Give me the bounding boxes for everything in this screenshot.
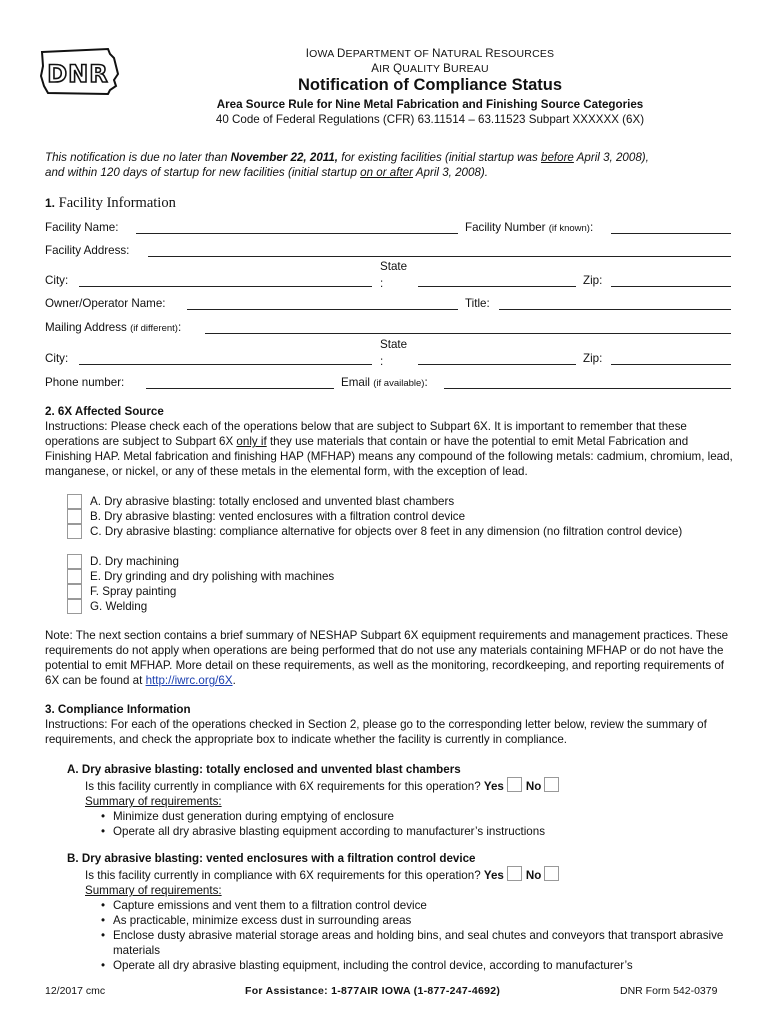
cfr-reference: 40 Code of Federal Regulations (CFR) 63.11514 – 63.11523 Subpart XXXXXX (6X) bbox=[215, 113, 645, 126]
item-b-bullet: • Enclose dusty abrasive material storage areas and holding bins, and seal chutes and conveyors that transport abrasive materials bbox=[85, 928, 727, 958]
phone-field[interactable] bbox=[146, 388, 334, 389]
page-subtitle: Area Source Rule for Nine Metal Fabrication and Finishing Source Categories bbox=[216, 98, 644, 111]
option-a: A. Dry abrasive blasting: totally enclosed and unvented blast chambers bbox=[67, 494, 727, 509]
option-c: C. Dry abrasive blasting: compliance alternative for objects over 8 feet in any dimension (no filtration control device) bbox=[67, 524, 727, 539]
item-b-bullet: • As practicable, minimize excess dust in surrounding areas bbox=[85, 913, 727, 928]
footer-date: 12/2017 cmc bbox=[45, 985, 106, 997]
mailing-zip-label: Zip: bbox=[583, 352, 603, 365]
compliance-item-a bbox=[67, 762, 727, 839]
option-e: E. Dry grinding and dry polishing with machines bbox=[67, 569, 727, 584]
footer-assistance: For Assistance: 1-877AIR IOWA (1-877-247-4692) bbox=[245, 985, 501, 997]
item-b-bullet: • Capture emissions and vent them to a filtration control device bbox=[85, 898, 727, 913]
state-field[interactable] bbox=[418, 286, 576, 287]
facility-name-label: Facility Name: bbox=[45, 221, 119, 234]
iwrc-link[interactable]: http://iwrc.org/6X bbox=[145, 674, 233, 687]
item-b-title: B. Dry abrasive blasting: vented enclosures with a filtration control device bbox=[67, 852, 476, 865]
mailing-address-label: Mailing Address (if different): bbox=[45, 321, 182, 334]
facility-address-field[interactable] bbox=[148, 256, 731, 257]
city-field[interactable] bbox=[79, 286, 372, 287]
footer-form-number: DNR Form 542-0379 bbox=[620, 985, 718, 997]
item-a-title: A. Dry abrasive blasting: totally enclosed and unvented blast chambers bbox=[67, 763, 461, 776]
section3-heading: 3. Compliance Information bbox=[45, 703, 191, 716]
item-b-summary-label: Summary of requirements: bbox=[85, 884, 222, 897]
item-a-bullet: • Minimize dust generation during emptying of enclosure bbox=[85, 809, 727, 824]
item-a-no-checkbox[interactable] bbox=[544, 777, 559, 792]
email-field[interactable] bbox=[444, 388, 731, 389]
option-f-checkbox[interactable] bbox=[67, 584, 82, 599]
item-a-bullet: • Operate all dry abrasive blasting equipment according to manufacturer’s instructions bbox=[85, 824, 727, 839]
bureau-name: AIR QUALITY BUREAU bbox=[371, 63, 489, 75]
item-a-question: Is this facility currently in compliance with 6X requirements for this operation? Yes No bbox=[85, 777, 727, 794]
dnr-logo bbox=[38, 46, 122, 96]
section2-instructions: Instructions: Please check each of the operations below that are subject to Subpart 6X. It is important to remember that these operations are subject to Subpart 6X only if they use materials that contain or have the potential to emit Metal Fabrication and Finishing HAP. Metal fabrication and finishing HAP (MFHAP) means any compound of the following metals: cadmium, chromium, lead, manganese, or nickel, or any of these metals in the elemental form, with the exception of lead. bbox=[45, 420, 733, 478]
facility-number-field[interactable] bbox=[611, 233, 731, 234]
item-a-summary-label: Summary of requirements: bbox=[85, 795, 222, 808]
zip-field[interactable] bbox=[611, 286, 731, 287]
mailing-city-field[interactable] bbox=[79, 364, 372, 365]
city-label: City: bbox=[45, 274, 69, 287]
mailing-state-label: State : bbox=[380, 338, 408, 368]
option-e-checkbox[interactable] bbox=[67, 569, 82, 584]
item-b-bullet: • Operate all dry abrasive blasting equipment, including the control device, according to manufacturer’s bbox=[85, 958, 727, 973]
state-label: State : bbox=[380, 260, 408, 290]
section2-note: Note: The next section contains a brief summary of NESHAP Subpart 6X equipment requirements and management practices. These requirements do not apply when operations are being performed that do not use any materials containing MFHAP or do not have the potential to emit MFHAP. More detail on these requirements, as well as the monitoring, recordkeeping, and reporting requirements of 6X can be found at http://iwrc.org/6X. bbox=[45, 629, 729, 687]
option-g: G. Welding bbox=[67, 599, 727, 614]
option-g-checkbox[interactable] bbox=[67, 599, 82, 614]
option-b: B. Dry abrasive blasting: vented enclosures with a filtration control device bbox=[67, 509, 727, 524]
mailing-address-field[interactable] bbox=[205, 333, 731, 334]
option-c-checkbox[interactable] bbox=[67, 524, 82, 539]
section2-heading: 2. 6X Affected Source bbox=[45, 405, 164, 418]
owner-operator-field[interactable] bbox=[187, 309, 458, 310]
mailing-state-field[interactable] bbox=[418, 364, 576, 365]
compliance-item-b bbox=[67, 851, 727, 973]
owner-operator-label: Owner/Operator Name: bbox=[45, 297, 166, 310]
option-d-checkbox[interactable] bbox=[67, 554, 82, 569]
mailing-zip-field[interactable] bbox=[611, 364, 731, 365]
item-a-yes-checkbox[interactable] bbox=[507, 777, 522, 792]
item-b-no-checkbox[interactable] bbox=[544, 866, 559, 881]
option-b-checkbox[interactable] bbox=[67, 509, 82, 524]
svg-text:DNR: DNR bbox=[47, 60, 109, 88]
item-b-question: Is this facility currently in compliance with 6X requirements for this operation? Yes No bbox=[85, 866, 727, 883]
email-label: Email (if available): bbox=[341, 376, 428, 389]
page-title: Notification of Compliance Status bbox=[297, 76, 563, 94]
facility-name-field[interactable] bbox=[136, 233, 458, 234]
item-b-yes-checkbox[interactable] bbox=[507, 866, 522, 881]
zip-label: Zip: bbox=[583, 274, 603, 287]
title-label: Title: bbox=[465, 297, 490, 310]
section1-heading: 1. Facility Information bbox=[45, 195, 176, 211]
option-f: F. Spray painting bbox=[67, 584, 727, 599]
option-a-checkbox[interactable] bbox=[67, 494, 82, 509]
mailing-city-label: City: bbox=[45, 352, 69, 365]
phone-label: Phone number: bbox=[45, 376, 125, 389]
option-d: D. Dry machining bbox=[67, 554, 727, 569]
due-notice: This notification is due no later than November 22, 2011, for existing facilities (initial startup was before April 3, 2008), and within 120 days of startup for new facilities (initial startup on or after April 3, 2008). bbox=[45, 151, 649, 179]
facility-address-label: Facility Address: bbox=[45, 244, 130, 257]
facility-number-label: Facility Number (if known): bbox=[465, 221, 594, 234]
agency-name: IOWA DEPARTMENT OF NATURAL RESOURCES bbox=[305, 48, 555, 60]
title-field[interactable] bbox=[499, 309, 731, 310]
section3-instructions: Instructions: For each of the operations checked in Section 2, please go to the corresponding letter below, review the summary of requirements, and check the appropriate box to indicate whether the facility is currently in compliance. bbox=[45, 718, 707, 746]
